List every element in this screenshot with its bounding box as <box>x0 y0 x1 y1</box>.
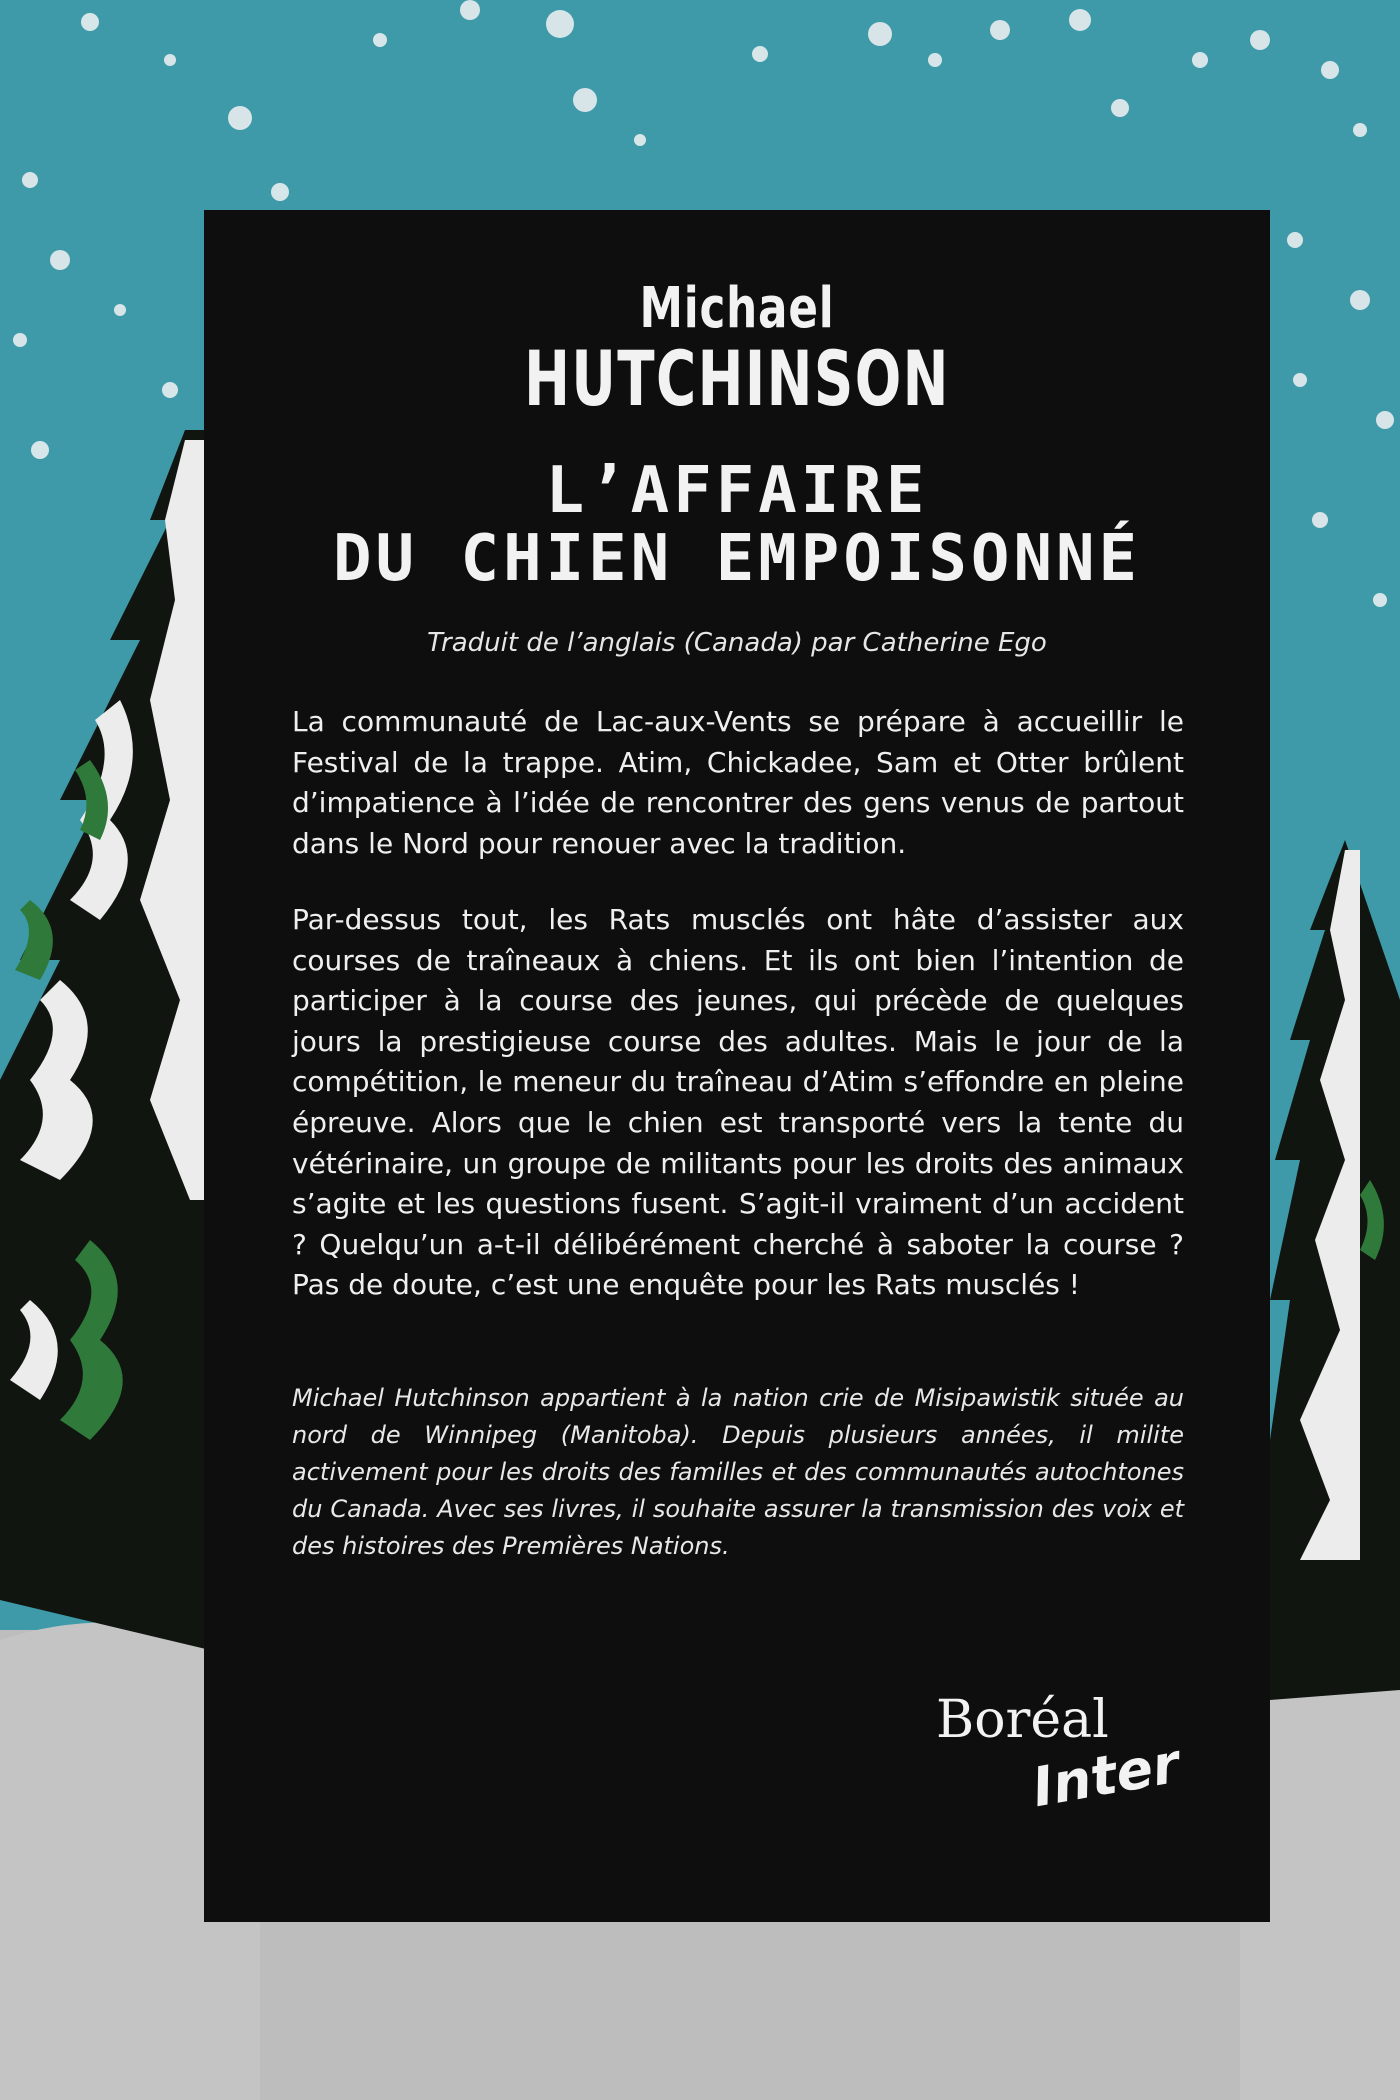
book-title-line1: L’AFFAIRE <box>545 454 929 528</box>
synopsis-paragraph-2: Par-dessus tout, les Rats musclés ont hâte d’assister aux courses de traîneaux à chiens. Et ils ont bien l’intention de participer à la course des jeunes, qui précède de quelques jours la prestigieuse course des adultes. Mais le jour de la compétition, le meneur du traîneau d’Atim s’effondre en pleine épreuve. Alors que le chien est transporté vers la tente du vétérinaire, un groupe de militants pour les droits des animaux s’agite et les questions fusent. S’agit-il vraiment d’un accident ? Quelqu’un a-t-il délibérément cherché à saboter la course ? Pas de doute, c’est une enquête pour les Rats musclés ! <box>292 903 1184 1302</box>
back-cover-panel <box>204 210 1270 1922</box>
publisher-logo-name: Boréal <box>936 1690 1109 1750</box>
synopsis-paragraph-1: La communauté de Lac-aux-Vents se prépare à accueillir le Festival de la trappe. Atim, Chickadee, Sam et Otter brûlent d’impatience à l’idée de rencontrer des gens venus de partout dans le Nord pour renouer avec la tradition. <box>292 705 1184 860</box>
book-title-line2: DU CHIEN EMPOISONNÉ <box>332 522 1142 596</box>
author-last-name: HUTCHINSON <box>524 334 950 423</box>
translator-credit: Traduit de l’anglais (Canada) par Catherine Ego <box>427 628 1047 658</box>
author-bio: Michael Hutchinson appartient à la nation crie de Misipawistik située au nord de Winnipeg (Manitoba). Depuis plusieurs années, il milite activement pour les droits des familles et des communautés autochtones du Canada. Avec ses livres, il souhaite assurer la transmission des voix et des histoires des Premières Nations. <box>292 1384 1184 1560</box>
author-first-name: Michael <box>639 276 835 341</box>
publisher-logo-imprint: Inter <box>1027 1731 1184 1820</box>
